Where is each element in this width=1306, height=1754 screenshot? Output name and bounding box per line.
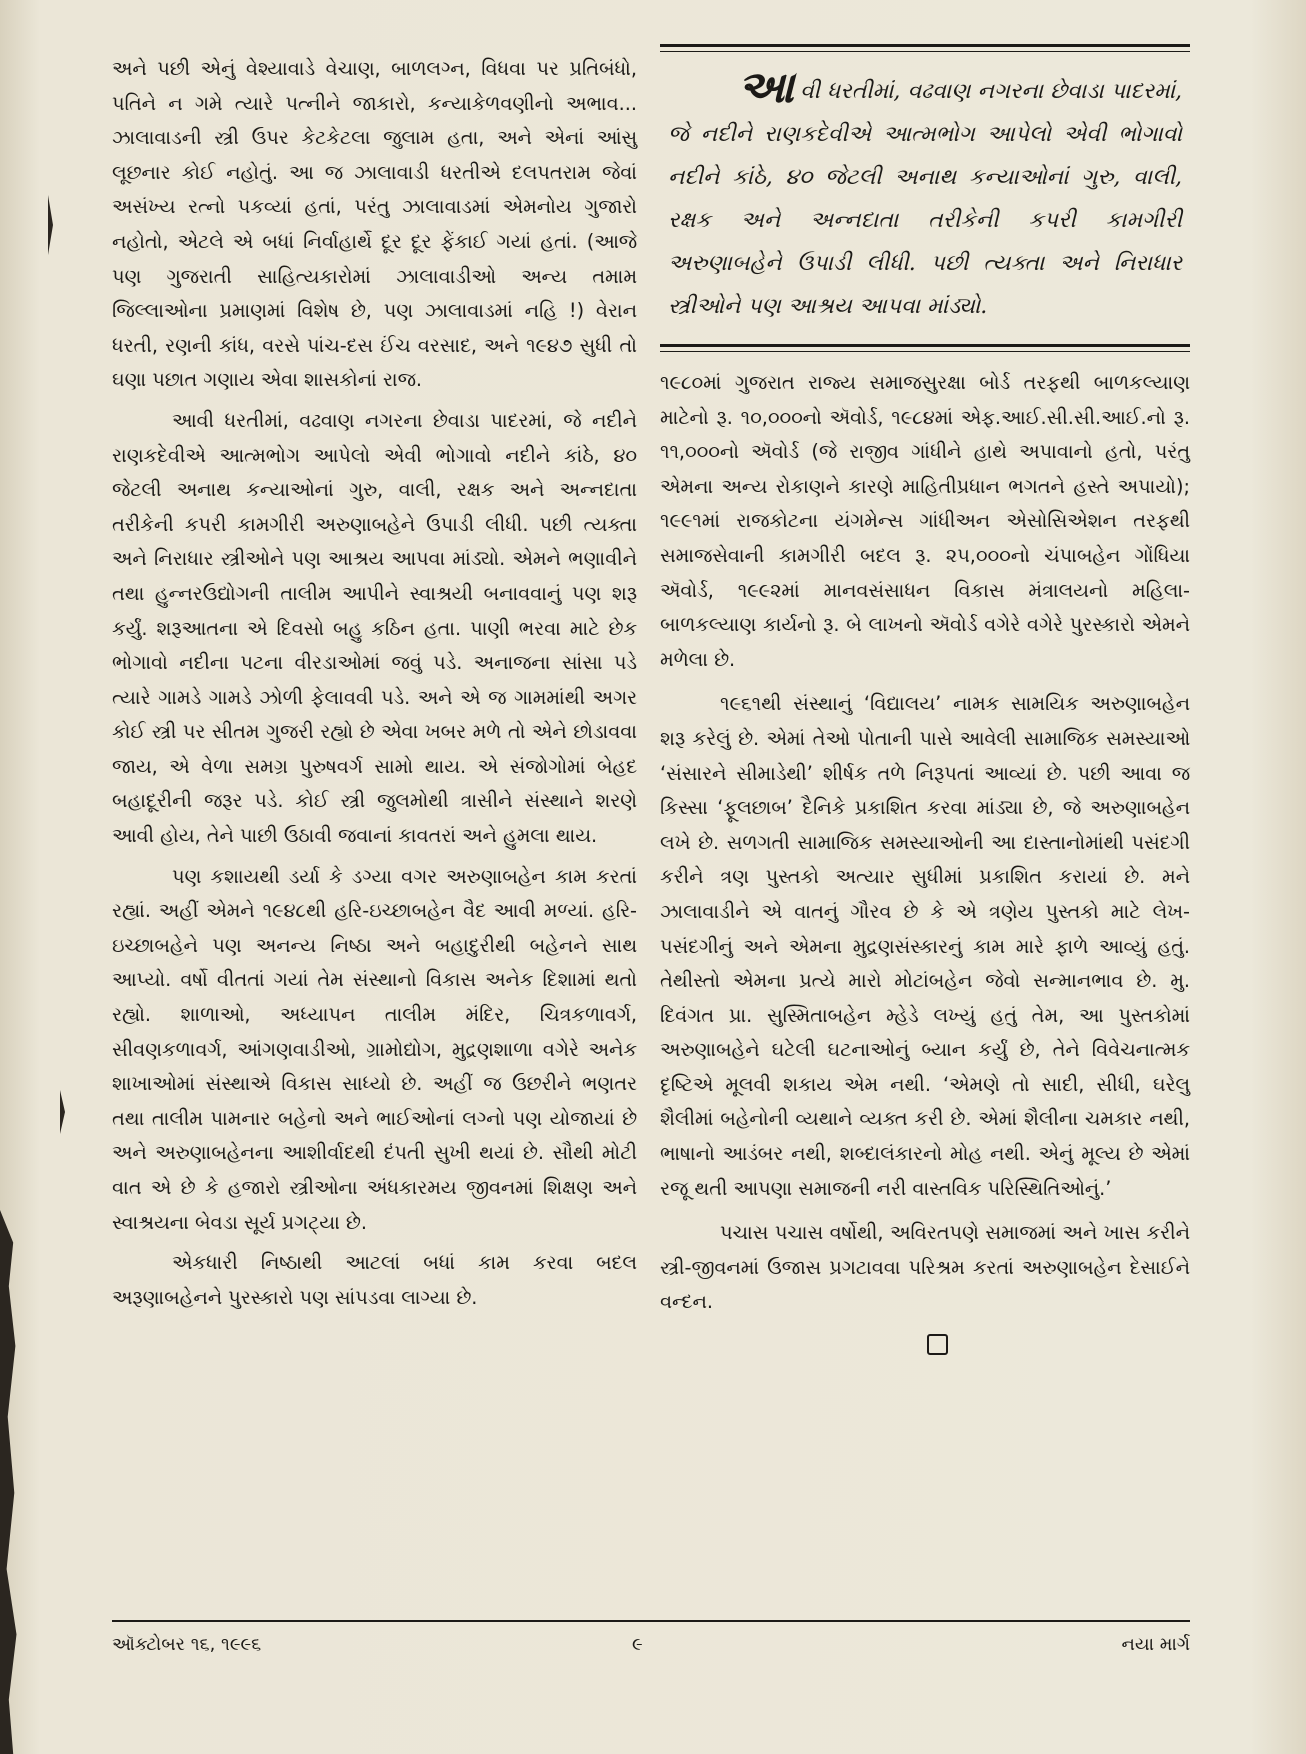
- body-paragraph: ૧૯૮૦માં ગુજરાત રાજ્ય સમાજસુરક્ષા બોર્ડ તરફથી બાળકલ્યાણ માટેનો રૂ. ૧૦,૦૦૦નો ઍવોર્ડ, ૧૯૮૪માં એફ.આઈ.સી.સી.આઈ.નો રૂ. ૧૧,૦૦૦નો ઍવોર્ડ (જે રાજીવ ગાંધીને હાથે અપાવાનો હતો, પરંતુ એમના અન્ય રોકાણને કારણે માહિતીપ્રધાન ભગતને હસ્તે અપાયો); ૧૯૯૧માં રાજકોટના યંગમેન્સ ગાંધીઅન એસોસિએશન તરફથી સમાજસેવાની કામગીરી બદલ રૂ. ૨૫,૦૦૦નો ચંપાબહેન ગોંધિયા ઍવોર્ડ, ૧૯૯૨માં માનવસંસાધન વિકાસ મંત્રાલયનો મહિલા-બાળકલ્યાણ કાર્યનો રૂ. બે લાખનો ઍવોર્ડ વગેરે વગેરે પુરસ્કારો એમને મળેલા છે.: [660, 371, 1190, 671]
- right-column: [660, 44, 1190, 1355]
- page-number: ૯: [632, 1634, 643, 1655]
- pull-quote-bottom-rule: [660, 344, 1190, 352]
- footer-rule: [112, 1620, 1190, 1622]
- margin-mark: [48, 195, 53, 255]
- torn-page-edge: [0, 1210, 22, 1754]
- body-paragraph: એકધારી નિષ્ઠાથી આટલાં બધાં કામ કરવા બદલ અરૂણાબહેનને પુરસ્કારો પણ સાંપડવા લાગ્યા છે.: [112, 1251, 637, 1309]
- margin-mark: [60, 1090, 65, 1134]
- body-paragraph: પણ કશાયથી ડર્યા કે ડગ્યા વગર અરુણાબહેન કામ કરતાં રહ્યાં. અહીં એમને ૧૯૪૮થી હરિ-ઇચ્છાબહેન વૈદ આવી મળ્યાં. હરિ-ઇચ્છાબહેને પણ અનન્ય નિષ્ઠા અને બહાદુરીથી બહેનને સાથ આપ્યો. વર્ષો વીતતાં ગયાં તેમ સંસ્થાનો વિકાસ અનેક દિશામાં થતો રહ્યો. શાળાઓ, અધ્યાપન તાલીમ મંદિર, ચિત્રકળાવર્ગ, સીવણકળાવર્ગ, આંગણવાડીઓ, ગ્રામોદ્યોગ, મુદ્રણશાળા વગેરે અનેક શાખાઓમાં સંસ્થાએ વિકાસ સાધ્યો છે. અહીં જ ઉછરીને ભણતર તથા તાલીમ પામનાર બહેનો અને ભાઈઓનાં લગ્નો પણ યોજાયાં છે અને અરુણાબહેનના આશીર્વાદથી દંપતી સુખી થયાં છે. સૌથી મોટી વાત એ છે કે હજારો સ્ત્રીઓના અંધકારમય જીવનમાં શિક્ષણ અને સ્વાશ્રયના બેવડા સૂર્ય પ્રગટ્યા છે.: [112, 864, 637, 1234]
- body-paragraph: ૧૯૬૧થી સંસ્થાનું ‘વિદ્યાલય’ નામક સામયિક અરુણાબહેન શરૂ કરેલું છે. એમાં તેઓ પોતાની પાસે આવેલી સામાજિક સમસ્યાઓ ‘સંસારને સીમાડેથી’ શીર્ષક તળે નિરૂપતાં આવ્યાં છે. પછી આવા જ કિસ્સા ‘ફૂલછાબ’ દૈનિકે પ્રકાશિત કરવા માંડ્યા છે, જે અરુણાબહેન લખે છે. સળગતી સામાજિક સમસ્યાઓની આ દાસ્તાનોમાંથી પસંદગી કરીને ત્રણ પુસ્તકો અત્યાર સુધીમાં પ્રકાશિત કરાયાં છે. મને ઝાલાવાડીને એ વાતનું ગૌરવ છે કે એ ત્રણેય પુસ્તકો માટે લેખ-પસંદગીનું અને એમના મુદ્રણસંસ્કારનું કામ મારે ફાળે આવ્યું હતું. તેથીસ્તો એમના પ્રત્યે મારો મોટાંબહેન જેવો સન્માનભાવ છે. મુ. દિવંગત પ્રા. સુસ્મિતાબહેન મ્હેડે લખ્યું હતું તેમ, આ પુસ્તકોમાં અરુણાબહેને ઘટેલી ઘટનાઓનું બ્યાન કર્યું છે, તેને વિવેચનાત્મક દૃષ્ટિએ મૂલવી શકાય એમ નથી. ‘એમણે તો સાદી, સીધી, ઘરેલુ શૈલીમાં બહેનોની વ્યથાને વ્યક્ત કરી છે. એમાં શૈલીના ચમકાર નથી, ભાષાનો આડંબર નથી, શબ્દાલંકારનો મોહ નથી. એનું મૂલ્ય છે એમાં રજૂ થતી આપણા સમાજની નરી વાસ્તવિક પરિસ્થિતિઓનું.’: [660, 692, 1190, 1200]
- right-column-body: [660, 366, 1190, 1320]
- pull-quote-drop-letter: આ: [738, 62, 794, 113]
- pull-quote: [660, 52, 1190, 334]
- pull-quote-text: વી ધરતીમાં, વઢવાણ નગરના છેવાડા પાદરમાં, જે નદીને રાણકદેવીએ આત્મભોગ આપેલો એવી ભોગાવો નદીને કાંઠે, ૪૦ જેટલી અનાથ કન્યાઓનાં ગુરુ, વાલી, રક્ષક અને અન્નદાતા તરીકેની કપરી કામગીરી અરુણાબહેને ઉપાડી લીધી. પછી ત્યક્તા અને નિરાધાર સ્ત્રીઓને પણ આશ્રય આપવા માંડ્યો.: [668, 79, 1182, 319]
- body-paragraph: પચાસ પચાસ વર્ષોથી, અવિરતપણે સમાજમાં અને ખાસ કરીને સ્ત્રી-જીવનમાં ઉજાસ પ્રગટાવવા પરિશ્રમ કરતાં અરુણાબહેન દેસાઈને વન્દન.: [660, 1221, 1190, 1314]
- end-of-article-mark: [927, 1334, 948, 1355]
- body-paragraph: અને પછી એનું વેશ્યાવાડે વેચાણ, બાળલગ્ન, વિધવા પર પ્રતિબંધો, પતિને ન ગમે ત્યારે પત્નીને જાકારો, કન્યાકેળવણીનો અભાવ... ઝાલાવાડની સ્ત્રી ઉપર કેટકેટલા જુલામ હતા, અને એનાં આંસુ લૂછનાર કોઈ નહોતું. આ જ ઝાલાવાડી ધરતીએ દલપતરામ જેવાં અસંખ્ય રત્નો પકવ્યાં હતાં, પરંતુ ઝાલાવાડમાં એમનોય ગુજારો નહોતો, એટલે એ બધાં નિર્વાહાર્થે દૂર દૂર ફેંકાઈ ગયાં હતાં. (આજે પણ ગુજરાતી સાહિત્યકારોમાં ઝાલાવાડીઓ અન્ય તમામ જિલ્લાઓના પ્રમાણમાં વિશેષ છે, પણ ઝાલાવાડમાં નહિ !) વેરાન ધરતી, રણની કાંધ, વરસે પાંચ-દસ ઈંચ વરસાદ, અને ૧૯૪૭ સુધી તો ઘણા પછાત ગણાય એવા શાસકોનાં રાજ.: [112, 57, 637, 392]
- magazine-name: નયા માર્ગ: [1121, 1634, 1190, 1655]
- pull-quote-top-rule: [660, 44, 1190, 52]
- left-column: [112, 52, 637, 1315]
- body-paragraph: આવી ધરતીમાં, વઢવાણ નગરના છેવાડા પાદરમાં, જે નદીને રાણકદેવીએ આત્મભોગ આપેલો એવી ભોગાવો નદીને કાંઠે, ૪૦ જેટલી અનાથ કન્યાઓનાં ગુરુ, વાલી, રક્ષક અને અન્નદાતા તરીકેની કપરી કામગીરી અરુણાબહેને ઉપાડી લીધી. પછી ત્યક્તા અને નિરાધાર સ્ત્રીઓને પણ આશ્રય આપવા માંડ્યો. એમને ભણાવીને તથા હુન્નરઉદ્યોગની તાલીમ આપીને સ્વાશ્રયી બનાવવાનું પણ શરૂ કર્યું. શરૂઆતના એ દિવસો બહુ કઠિન હતા. પાણી ભરવા માટે છેક ભોગાવો નદીના પટના વીરડાઓમાં જવું પડે. અનાજના સાંસા પડે ત્યારે ગામડે ગામડે ઝોળી ફેલાવવી પડે. અને એ જ ગામમાંથી અગર કોઈ સ્ત્રી પર સીતમ ગુજરી રહ્યો છે એવા ખબર મળે તો એને છોડાવવા જાય, એ વેળા સમગ્ર પુરુષવર્ગ સામો થાય. એ સંજોગોમાં બેહદ બહાદૂરીની જરૂર પડે. કોઈ સ્ત્રી જુલમોથી ત્રાસીને સંસ્થાને શરણે આવી હોય, તેને પાછી ઉઠાવી જવાનાં કાવતરાં અને હુમલા થાય.: [112, 408, 637, 848]
- issue-date: ઑક્ટોબર ૧૬, ૧૯૯૬: [112, 1634, 262, 1655]
